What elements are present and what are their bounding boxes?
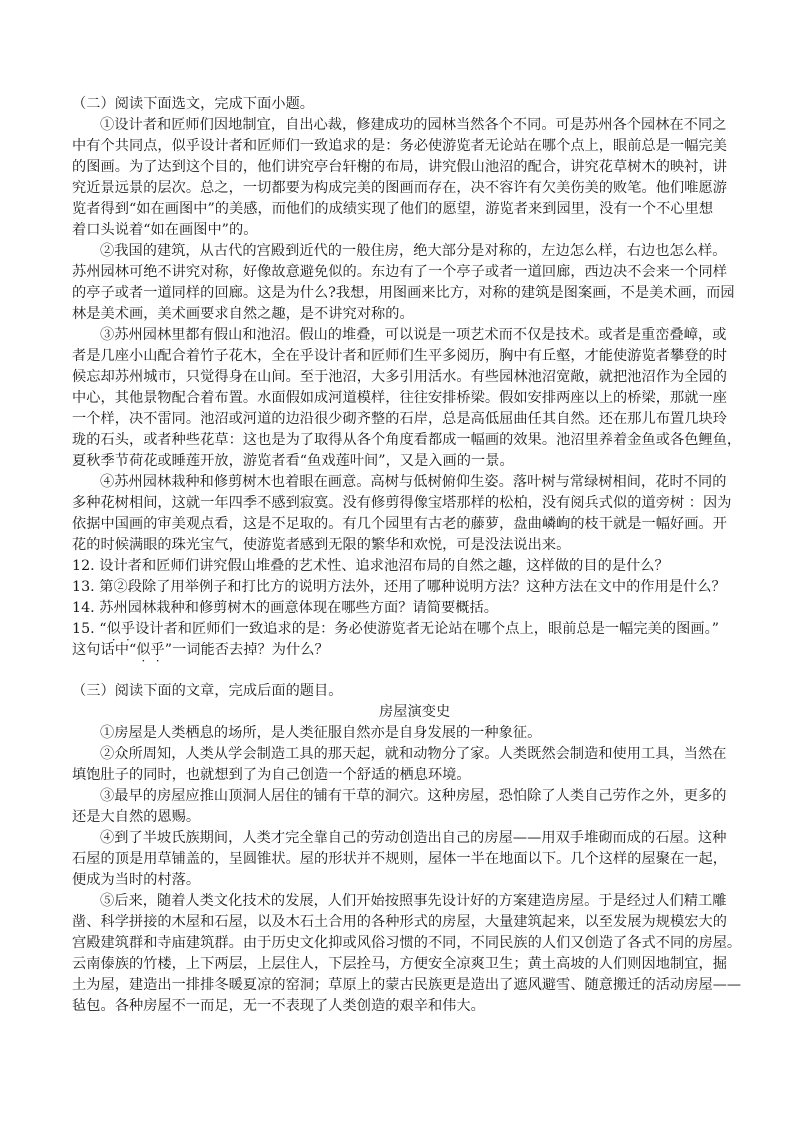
paragraph-1 — [72, 723, 720, 744]
quote-open: “ — [99, 621, 107, 637]
text-line: 云南傣族的竹楼，上下两层，上层住人，下层拴马，方便安全凉爽卫生；黄土高坡的人们则因地制宜，掘 — [72, 956, 727, 972]
text-line: 石屋的顶是用草铺盖的，呈圆锥状。屋的形状并不规则，屋体一半在地面以下。几个这样的屋聚在一起， — [72, 851, 727, 867]
text-line: 夏秋季节荷花或睡莲开放，游览者看“鱼戏莲叶间”，又是入画的一景。 — [72, 453, 514, 469]
emphasis-char: 乎 — [120, 621, 136, 637]
text-line: 还是大自然的恩赐。 — [72, 809, 201, 825]
text-line: 一个样，决不雷同。池沼或河道的边沿很少砌齐整的石岸，总是高低屈曲任其自然。还在那儿布置几块玲 — [72, 411, 727, 427]
text-line: 的亭子或者一道同样的回廊。这是为什么?我想，用图画来比方，对称的建筑是图案画，不是美术画，而园 — [72, 285, 735, 301]
text-line: 毡包。各种房屋不一而足，无一不表现了人类创造的艰辛和伟大。 — [72, 998, 485, 1014]
question-number: 12. — [72, 558, 95, 574]
question-number: 15. — [72, 621, 95, 637]
section-2-header: （二）阅读下面选文，完成下面小题。 — [72, 96, 315, 112]
text-line: 的图画。为了达到这个目的，他们讲究亭台轩榭的布局，讲究假山池沼的配合，讲究花草树木的映衬，讲 — [72, 159, 727, 175]
paragraph-1 — [72, 115, 727, 241]
text-line: 多种花树相间，这就一年四季不感到寂寞。没有修剪得像宝塔那样的松柏，没有阅兵式似的道旁树 ：因为 — [72, 495, 732, 511]
paragraph-2 — [72, 241, 735, 325]
question-13 — [72, 577, 726, 598]
paragraph-4 — [72, 828, 727, 891]
question-text: 设计者和匠师们讲究假山堆叠的艺术性、追求池沼布局的自然之趣，这样做的目的是什么？ — [99, 558, 669, 574]
question-text: 第②段除了用举例子和打比方的说明方法外，还用了哪种说明方法？这种方法在文中的作用是什么？ — [99, 579, 726, 595]
text-line: ③苏州园林里都有假山和池沼。假山的堆叠，可以说是一项艺术而不仅是技术。或者是重峦叠嶂，或 — [100, 327, 727, 343]
text-line: ④苏州园林栽种和修剪树木也着眼在画意。高树与低树俯仰生姿。落叶树与常绿树相间，花时不同的 — [100, 474, 727, 490]
text-line: 花的时候满眼的珠光宝气，使游览者感到无限的繁华和欢悦，可是没法说出来。 — [72, 537, 571, 553]
text-line: ②众所周知，人类从学会制造工具的那天起，就和动物分了家。人类既然会制造和使用工具，当然在 — [100, 746, 727, 762]
question-text: 设计者和匠师们一致追求的是：务必使游览者无论站在哪个点上，眼前总是一幅完美的图画。” — [135, 621, 720, 637]
text-line: ③最早的房屋应推山顶洞人居住的铺有干草的洞穴。这种房屋，恐怕除了人类自己劳作之外，更多的 — [100, 788, 727, 804]
text-line: 珑的石头，或者种些花草：这也是为了取得从各个角度看都成一幅画的效果。池沼里养着金鱼或各色鲤鱼， — [72, 432, 742, 448]
paragraph-4 — [72, 472, 732, 556]
text-line: 林是美术画，美术画要求自然之趣，是不讲究对称的。 — [72, 306, 414, 322]
question-text: 这句话中“ — [72, 642, 137, 658]
section-2 — [72, 94, 742, 661]
emphasis-char: 乎 — [150, 642, 165, 658]
question-text: ”一词能否去掉？为什么？ — [164, 642, 329, 658]
section-3 — [72, 681, 742, 1017]
text-line: 候忘却苏州城市，只觉得身在山间。至于池沼，大多引用活水。有些园林池沼宽敞，就把池沼作为全园的 — [72, 369, 727, 385]
text-line: 中心，其他景物配合着布置。水面假如成河道模样，往往安排桥梁。假如安排两座以上的桥梁，那就一座 — [72, 390, 727, 406]
question-15-continued — [72, 640, 720, 661]
text-line: ⑤后来，随着人类文化技术的发展，人们开始按照事先设计好的方案建造房屋。于是经过人们精工雕 — [100, 893, 727, 909]
paragraph-5 — [72, 891, 742, 1017]
text-line: 凿、科学拼接的木屋和石屋，以及木石土合用的各种形式的房屋，大量建筑起来，以至发展为规模宏大的 — [72, 914, 727, 930]
text-line: 究近景远景的层次。总之，一切都要为构成完美的图画而存在，决不容许有欠美伤美的败笔。他们唯愿游 — [72, 180, 727, 196]
paragraph-3 — [72, 325, 742, 472]
text-line: ①设计者和匠师们因地制宜，自出心裁，修建成功的园林当然各个不同。可是苏州各个园林在不同之 — [100, 117, 727, 133]
question-12 — [72, 556, 720, 577]
text-line: 中有个共同点，似乎设计者和匠师们一致追求的是：务必使游览者无论站在哪个点上，眼前总是一幅完美 — [72, 138, 727, 154]
emphasis-char: 似 — [106, 621, 121, 637]
text-line: 宫殿建筑群和寺庙建筑群。由于历史文化抑或风俗习惯的不同，不同民族的人们又创造了各式不同的房屋。 — [72, 935, 742, 951]
question-15 — [72, 619, 720, 640]
text-line: 依据中国画的审美观点看，这是不足取的。有几个园里有古老的藤萝，盘曲嶙峋的枝干就是一幅好画。开 — [72, 516, 727, 532]
emphasis-char: 似 — [136, 642, 151, 658]
text-line: 便成为当时的村落。 — [72, 872, 201, 888]
paragraph-2 — [72, 744, 727, 786]
question-14 — [72, 598, 720, 619]
text-line: 填饱肚子的同时，也就想到了为自己创造一个舒适的栖息环境。 — [72, 767, 471, 783]
document-page — [72, 94, 742, 1017]
paragraph-3 — [72, 786, 727, 828]
question-list — [72, 556, 726, 661]
question-number: 14. — [72, 600, 95, 616]
text-line: ④到了半坡氏族期间，人类才完全靠自己的劳动创造出自己的房屋——用双手堆砌而成的石屋。这种 — [100, 830, 727, 846]
text-line: 土为屋，建造出一排排冬暖夏凉的窑洞；草原上的蒙古民族更是造出了遮风避雪、随意搬迁的活动房屋—— — [72, 977, 742, 993]
text-line: 览者得到“如在画图中”的美感，而他们的成绩实现了他们的愿望，游览者来到园里，没有一个不心里想 — [72, 201, 714, 217]
section-3-header: （三）阅读下面的文章，完成后面的题目。 — [72, 683, 343, 699]
text-line: 苏州园林可绝不讲究对称，好像故意避免似的。东边有了一个亭子或者一道回廊，西边决不会来一个同样 — [72, 264, 727, 280]
text-line: 者是几座小山配合着竹子花木，全在乎设计者和匠师们生平多阅历，胸中有丘壑，才能使游览者攀登的时 — [72, 348, 727, 364]
text-line: ②我国的建筑，从古代的宫殿到近代的一般住房，绝大部分是对称的，左边怎么样，右边也怎么样。 — [100, 243, 727, 259]
text-line: ①房屋是人类栖息的场所，是人类征服自然亦是自身发展的一种象征。 — [100, 725, 542, 741]
question-text: 苏州园林栽种和修剪树木的画意体现在哪些方面？请简要概括。 — [99, 600, 498, 616]
question-number: 13. — [72, 579, 95, 595]
article-title: 房屋演变史 — [379, 704, 451, 720]
text-line: 着口头说着“如在画图中”的。 — [72, 222, 258, 238]
